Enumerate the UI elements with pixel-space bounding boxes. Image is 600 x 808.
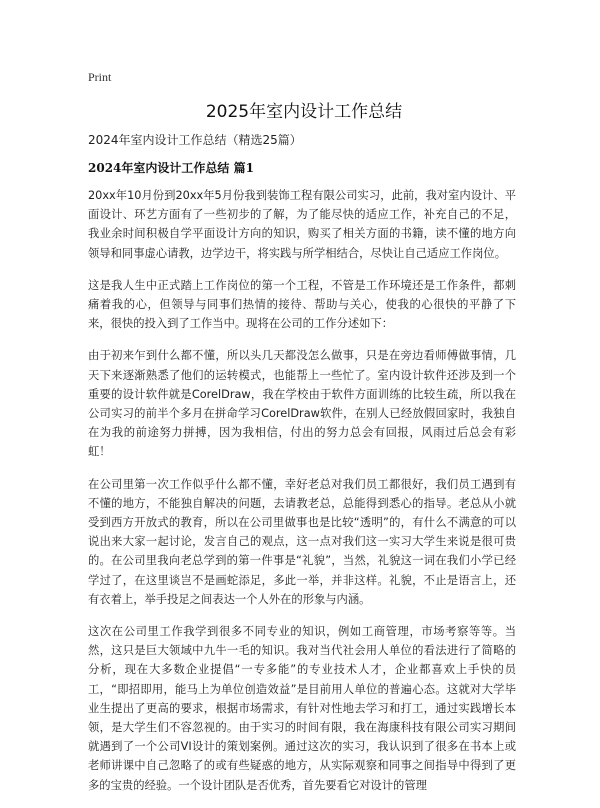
print-link[interactable]: Print xyxy=(88,70,112,84)
document-title: 2025年室内设计工作总结 xyxy=(205,102,403,122)
paragraph: 由于初来乍到什么都不懂，所以头几天都没怎么做事，只是在旁边看师傅做事情，几天下来逐渐熟悉了他们的运转模式，也能帮上一些忙了。室内设计软件还涉及到一个重要的设计软件就是CorelDraw，我在学校由于软件方面训练的比较生疏，所以我在公司实习的前半个多月在拼命学习CorelDraw软件，在别人已经放假回家时，我独自在为我的前途努力拼搏，因为我相信，付出的努力总会有回报，风雨过后总会有彩虹！ xyxy=(88,349,516,459)
section-heading: 2024年室内设计工作总结 篇1 xyxy=(88,161,254,175)
paragraph: 这是我人生中正式踏上工作岗位的第一个工程，不管是工作环境还是工作条件，都刺痛着我的心，但领导与同事们热情的接待、帮助与关心，使我的心很快的平静了下来，很快的投入到了工作当中。现将在公司的工作分述如下： xyxy=(88,278,516,331)
article-body xyxy=(88,186,516,808)
paragraph: 20xx年10月份到20xx年5月份我到装饰工程有限公司实习，此前，我对室内设计、平面设计、环艺方面有了一些初步的了解，为了能尽快的适应工作，补充自己的不足，我业余时间积极自学平面设计方向的知识，购买了相关方面的书籍，读不懂的地方向领导和同事虚心请教，边学边干，将实践与所学相结合，尽快让自己适应工作岗位。 xyxy=(88,189,516,260)
paragraph: 这次在公司里工作我学到很多不同专业的知识，例如工商管理，市场考察等等。当然，这只是巨大领域中九牛一毛的知识。我对当代社会用人单位的看法进行了简略的分析，现在大多数企业提倡“一专多能”的专业技术人才，企业都喜欢上手快的员工，“即招即用，能马上为单位创造效益”是目前用人单位的普遍心态。这就对大学毕业生提出了更高的要求，根据市场需求，有针对性地去学习和打工，通过实践增长本领，是大学生们不容忽视的。由于实习的时间有限，我在海康科技有限公司实习期间就遇到了一个公司VI设计的策划案例。通过这次的实习，我认识到了很多在书本上或老师讲课中自己忽略了的或有些疑惑的地方，从实际观察和同事之间指导中得到了更多的宝贵的经验。一个设计团队是否优秀，首先要看它对设计的管理 xyxy=(88,625,516,792)
paragraph: 在公司里第一次工作似乎什么都不懂，幸好老总对我们员工都很好，我们员工遇到有不懂的地方，不能独自解决的问题，去请教老总，总能得到悉心的指导。老总从小就受到西方开放式的教育，所以在公司里做事也是比较“透明”的，有什么不满意的可以说出来大家一起讨论，发言自己的观点，这一点对我们这一实习大学生来说是很可贵的。在公司里我向老总学到的第一件事是“礼貌”，当然，礼貌这一词在我们小学已经学过了，在这里谈岂不是画蛇添足，多此一举，并非这样。礼貌，不止是语言上，还有衣着上，举手投足之间表达一个人外在的形象与内涵。 xyxy=(88,477,516,606)
document-subtitle: 2024年室内设计工作总结（精选25篇） xyxy=(88,133,302,147)
